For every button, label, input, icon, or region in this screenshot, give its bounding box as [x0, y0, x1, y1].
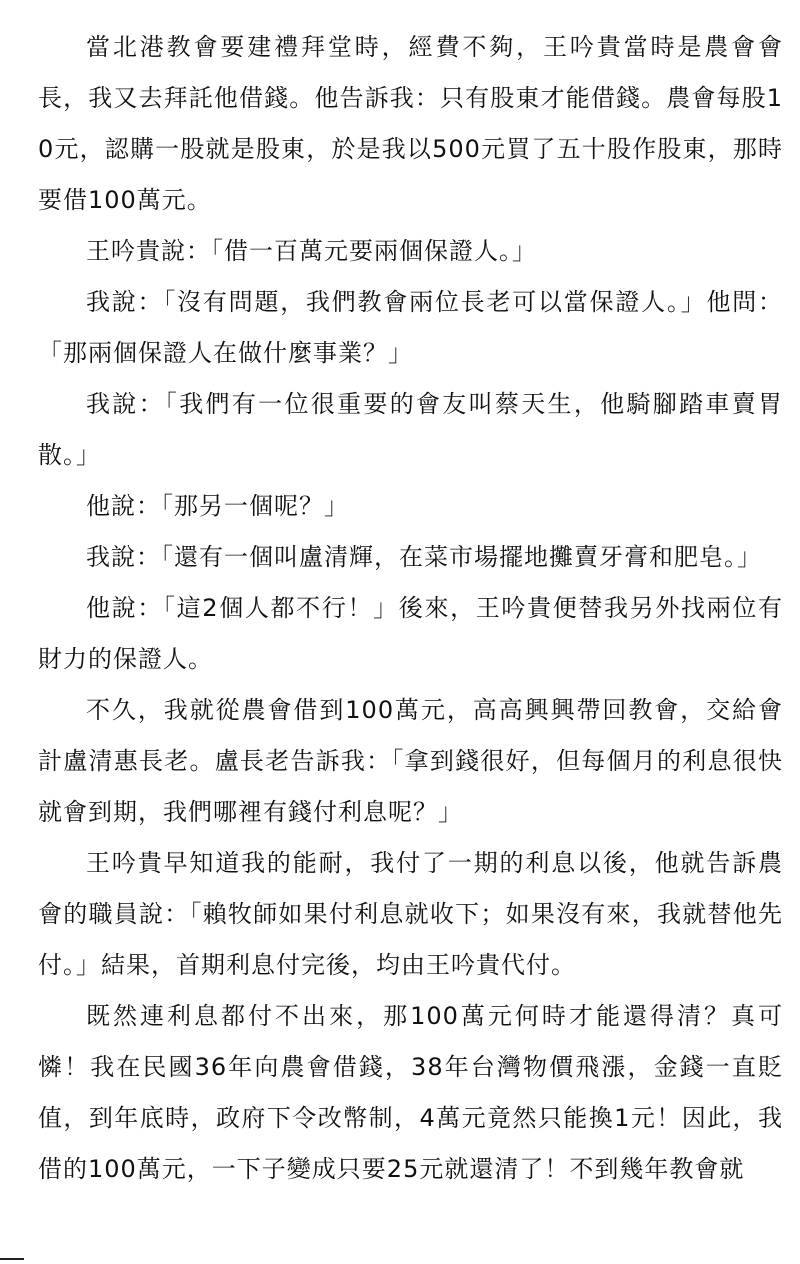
document-body	[38, 22, 783, 1195]
paragraph-9: 王吟貴早知道我的能耐，我付了一期的利息以後，他就告訴農會的職員說：「賴牧師如果付利息就收下；如果沒有來，我就替他先付。」結果，首期利息付完後，均由王吟貴代付。	[38, 849, 783, 979]
paragraph-5: 他說：「那另一個呢？」	[86, 492, 349, 520]
paragraph-4: 我說：「我們有一位很重要的會友叫蔡天生，他騎腳踏車賣胃散。」	[38, 390, 783, 469]
paragraph-7: 他說：「這2個人都不行！」後來，王吟貴便替我另外找兩位有財力的保證人。	[38, 594, 783, 673]
paragraph-10: 既然連利息都付不出來，那100萬元何時才能還得清？真可憐！我在民國36年向農會借錢，38年台灣物價飛漲，金錢一直貶值，到年底時，政府下令改幣制，4萬元竟然只能換1元！因此，我借的100萬元，一下子變成只要25元就還清了！不到幾年教會就	[38, 1002, 783, 1183]
paragraph-6: 我說：「還有一個叫盧清輝，在菜市場擺地攤賣牙膏和肥皂。」	[86, 543, 762, 571]
paragraph-1: 當北港教會要建禮拜堂時，經費不夠，王吟貴當時是農會會長，我又去拜託他借錢。他告訴我：只有股東才能借錢。農會每股10元，認購一股就是股東，於是我以500元買了五十股作股東，那時要借100萬元。	[38, 33, 783, 214]
scan-edge-mark	[0, 1258, 24, 1260]
paragraph-2: 王吟貴說：「借一百萬元要兩個保證人。」	[86, 237, 537, 265]
paragraph-3: 我說：「沒有問題，我們教會兩位長老可以當保證人。」他問：「那兩個保證人在做什麼事業？」	[38, 288, 783, 367]
paragraph-8: 不久，我就從農會借到100萬元，高高興興帶回教會，交給會計盧清惠長老。盧長老告訴我：「拿到錢很好，但每個月的利息很快就會到期，我們哪裡有錢付利息呢？」	[38, 696, 783, 826]
